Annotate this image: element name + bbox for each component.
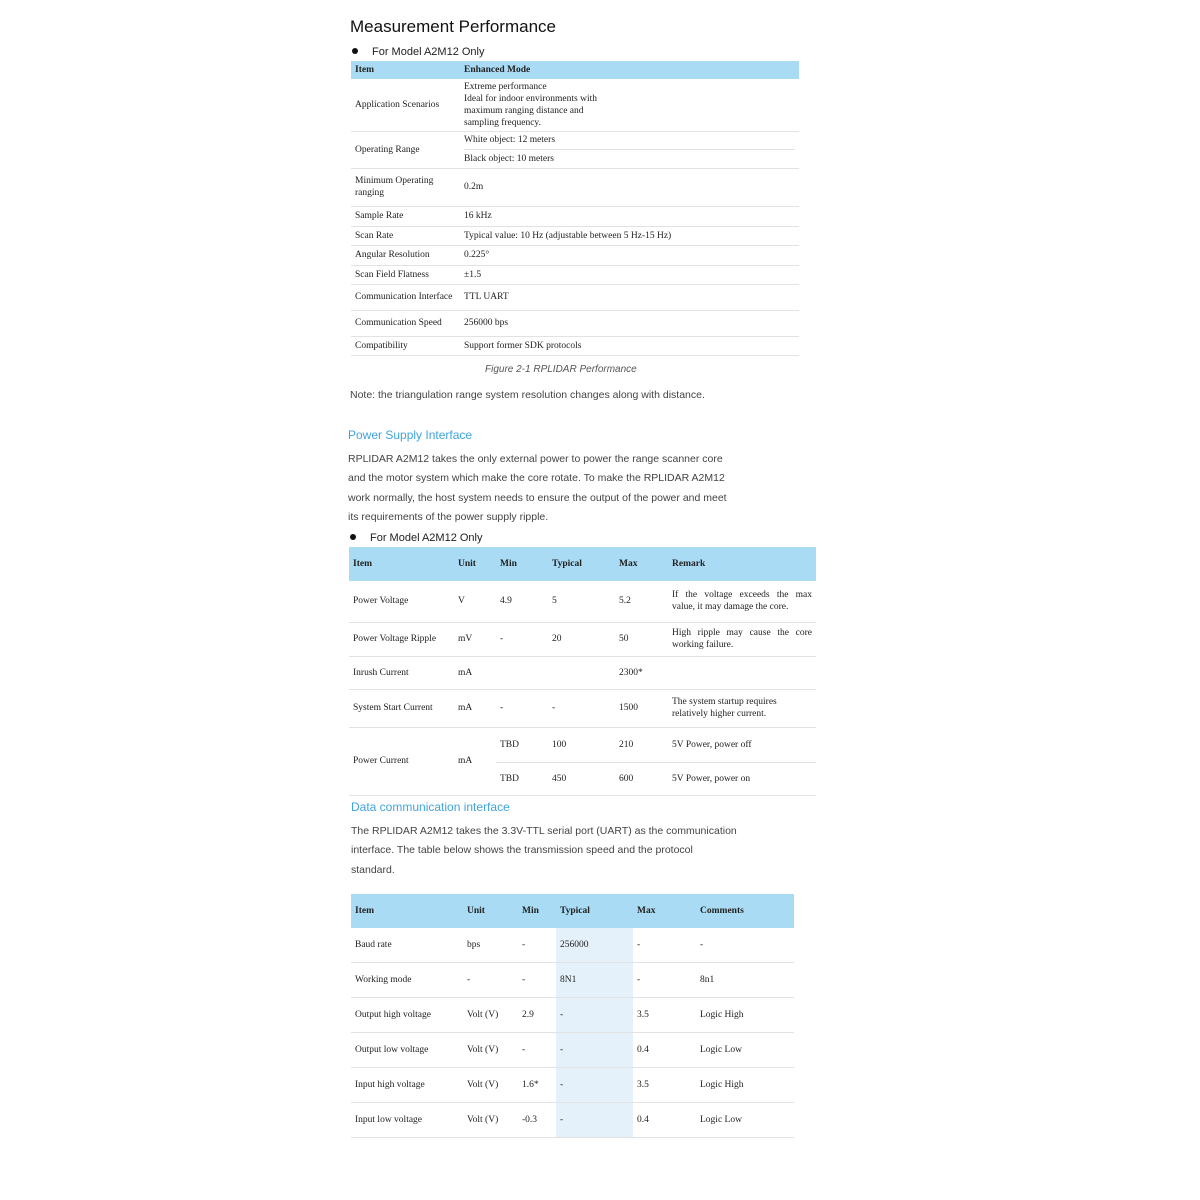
cell-typical <box>548 656 615 689</box>
cell-unit: - <box>463 963 518 998</box>
header-cell: Min <box>518 894 556 928</box>
header-cell: Remark <box>668 547 816 581</box>
row-value: TTL UART <box>460 284 799 310</box>
cell-typical: 100 <box>548 727 615 762</box>
row-item: Application Scenarios <box>351 79 460 131</box>
model-note-text: For Model A2M12 Only <box>370 532 483 544</box>
cell-item: Input high voltage <box>351 1068 463 1103</box>
row-item: Communication Interface <box>351 284 460 310</box>
header-cell: Item <box>349 547 454 581</box>
cell-unit: Volt (V) <box>463 1033 518 1068</box>
row-value: 16 kHz <box>460 206 799 226</box>
cell-typical: - <box>556 998 633 1033</box>
table-row <box>351 265 799 284</box>
performance-table <box>351 61 799 356</box>
cell-item: Power Voltage <box>349 581 454 622</box>
cell-max: 3.5 <box>633 998 696 1033</box>
paragraph-line: RPLIDAR A2M12 takes the only external power to power the range scanner core <box>348 453 723 465</box>
page-title: Measurement Performance <box>350 17 556 36</box>
power-section-heading: Power Supply Interface <box>348 428 473 442</box>
row-item: Angular Resolution <box>351 245 460 265</box>
table-row <box>351 928 794 963</box>
cell-max: 0.4 <box>633 1033 696 1068</box>
data-paragraph <box>351 822 737 880</box>
header-cell: Typical <box>556 894 633 928</box>
row-value <box>460 131 799 168</box>
cell-unit: Volt (V) <box>463 998 518 1033</box>
power-supply-table <box>349 547 816 796</box>
cell-item: Output high voltage <box>351 998 463 1033</box>
cell-item: Inrush Current <box>349 656 454 689</box>
cell-unit: Volt (V) <box>463 1068 518 1103</box>
header-cell: Item <box>351 61 460 79</box>
model-note-bullet <box>352 46 485 58</box>
cell-min <box>496 656 548 689</box>
cell-max: 3.5 <box>633 1068 696 1103</box>
cell-typical: - <box>548 689 615 727</box>
cell-comments: 8n1 <box>696 963 794 998</box>
header-cell: Comments <box>696 894 794 928</box>
row-item: Compatibility <box>351 336 460 355</box>
cell-remark: The system startup requires relatively higher current. <box>668 689 816 727</box>
cell-min: - <box>518 963 556 998</box>
header-cell: Enhanced Mode <box>460 61 799 79</box>
table-row <box>349 581 816 622</box>
table-row <box>351 79 799 131</box>
cell-item: Output low voltage <box>351 1033 463 1068</box>
cell-item: System Start Current <box>349 689 454 727</box>
cell-comments: - <box>696 928 794 963</box>
row-item: Operating Range <box>351 131 460 168</box>
cell-typical: - <box>556 1033 633 1068</box>
cell-unit: mA <box>454 656 496 689</box>
data-communication-table <box>351 894 794 1138</box>
cell-max: - <box>633 963 696 998</box>
row-value <box>460 79 799 131</box>
cell-remark <box>668 656 816 689</box>
row-value: Support former SDK protocols <box>460 336 799 355</box>
cell-typical: 450 <box>548 762 615 795</box>
row-value: Typical value: 10 Hz (adjustable between 5 Hz-15 Hz) <box>460 226 799 245</box>
table-row <box>351 998 794 1033</box>
cell-item: Power Current <box>349 727 454 795</box>
value-line: Extreme performance <box>464 81 547 92</box>
row-item: Sample Rate <box>351 206 460 226</box>
cell-min: 2.9 <box>518 998 556 1033</box>
table-row <box>351 1103 794 1138</box>
cell-min: 1.6* <box>518 1068 556 1103</box>
cell-max: 2300* <box>615 656 668 689</box>
cell-max: 600 <box>615 762 668 795</box>
table-row <box>351 245 799 265</box>
table-row <box>351 1033 794 1068</box>
power-model-note <box>350 532 483 544</box>
value-line: White object: 12 meters <box>464 132 795 150</box>
table-row <box>349 727 816 762</box>
cell-typical: 20 <box>548 622 615 656</box>
model-note-text: For Model A2M12 Only <box>372 46 485 58</box>
table-row <box>351 131 799 168</box>
table-row <box>349 622 816 656</box>
header-cell: Item <box>351 894 463 928</box>
row-value: 0.225° <box>460 245 799 265</box>
row-item: Scan Field Flatness <box>351 265 460 284</box>
paragraph-line: interface. The table below shows the transmission speed and the protocol <box>351 844 693 857</box>
cell-max: 5.2 <box>615 581 668 622</box>
header-cell: Typical <box>548 547 615 581</box>
cell-comments: Logic Low <box>696 1103 794 1138</box>
cell-unit: mA <box>454 727 496 795</box>
cell-remark: 5V Power, power off <box>668 727 816 762</box>
table-row <box>351 168 799 206</box>
table-row <box>349 689 816 727</box>
value-line: Black object: 10 meters <box>464 153 554 164</box>
cell-min: TBD <box>496 727 548 762</box>
header-cell: Min <box>496 547 548 581</box>
cell-min: - <box>496 622 548 656</box>
cell-typical: 8N1 <box>556 963 633 998</box>
row-item: Scan Rate <box>351 226 460 245</box>
row-item: Communication Speed <box>351 310 460 336</box>
cell-unit: mV <box>454 622 496 656</box>
paragraph-line: its requirements of the power supply ripple. <box>348 510 549 523</box>
cell-unit: mA <box>454 689 496 727</box>
header-cell: Max <box>615 547 668 581</box>
paragraph-line: standard. <box>351 863 395 876</box>
table-row <box>351 1068 794 1103</box>
cell-item: Baud rate <box>351 928 463 963</box>
header-cell: Unit <box>463 894 518 928</box>
cell-unit: V <box>454 581 496 622</box>
cell-max: 0.4 <box>633 1103 696 1138</box>
value-line: maximum ranging distance and <box>464 105 584 116</box>
table-header-row <box>351 894 794 928</box>
cell-min: - <box>518 1033 556 1068</box>
cell-min: TBD <box>496 762 548 795</box>
table-header-row <box>349 547 816 581</box>
cell-item: Working mode <box>351 963 463 998</box>
cell-comments: Logic High <box>696 998 794 1033</box>
note-text: Note: the triangulation range system resolution changes along with distance. <box>350 389 705 401</box>
row-value: ±1.5 <box>460 265 799 284</box>
table-row <box>349 656 816 689</box>
row-item: Minimum Operating ranging <box>351 168 460 206</box>
paragraph-line: work normally, the host system needs to ensure the output of the power and meet <box>348 491 727 504</box>
value-line: sampling frequency. <box>464 117 541 128</box>
cell-min: -0.3 <box>518 1103 556 1138</box>
data-section-heading: Data communication interface <box>351 800 510 814</box>
cell-max: 1500 <box>615 689 668 727</box>
cell-min: - <box>518 928 556 963</box>
table-row <box>351 206 799 226</box>
cell-unit: Volt (V) <box>463 1103 518 1138</box>
table-header-row <box>351 61 799 79</box>
figure-caption: Figure 2-1 RPLIDAR Performance <box>485 364 637 375</box>
cell-item: Input low voltage <box>351 1103 463 1138</box>
table-row <box>351 336 799 355</box>
cell-unit: bps <box>463 928 518 963</box>
cell-min: - <box>496 689 548 727</box>
header-cell: Unit <box>454 547 496 581</box>
paragraph-line: and the motor system which make the core rotate. To make the RPLIDAR A2M12 <box>348 472 725 485</box>
bullet-icon <box>350 534 356 540</box>
table-row <box>351 963 794 998</box>
cell-remark: If the voltage exceeds the max value, it may damage the core. <box>668 581 816 622</box>
cell-remark: High ripple may cause the core working failure. <box>668 622 816 656</box>
cell-typical: - <box>556 1103 633 1138</box>
power-paragraph <box>348 450 727 527</box>
cell-remark: 5V Power, power on <box>668 762 816 795</box>
cell-min: 4.9 <box>496 581 548 622</box>
row-value: 256000 bps <box>460 310 799 336</box>
table-row <box>351 310 799 336</box>
cell-typical: 5 <box>548 581 615 622</box>
cell-max: 210 <box>615 727 668 762</box>
cell-max: 50 <box>615 622 668 656</box>
cell-typical: - <box>556 1068 633 1103</box>
bullet-icon <box>352 48 358 54</box>
cell-comments: Logic High <box>696 1068 794 1103</box>
cell-max: - <box>633 928 696 963</box>
table-row <box>351 284 799 310</box>
cell-comments: Logic Low <box>696 1033 794 1068</box>
cell-item: Power Voltage Ripple <box>349 622 454 656</box>
header-cell: Max <box>633 894 696 928</box>
cell-typical: 256000 <box>556 928 633 963</box>
row-value: 0.2m <box>460 168 799 206</box>
table-row <box>351 226 799 245</box>
value-line: Ideal for indoor environments with <box>464 93 597 104</box>
paragraph-line: The RPLIDAR A2M12 takes the 3.3V-TTL serial port (UART) as the communication <box>351 825 737 837</box>
